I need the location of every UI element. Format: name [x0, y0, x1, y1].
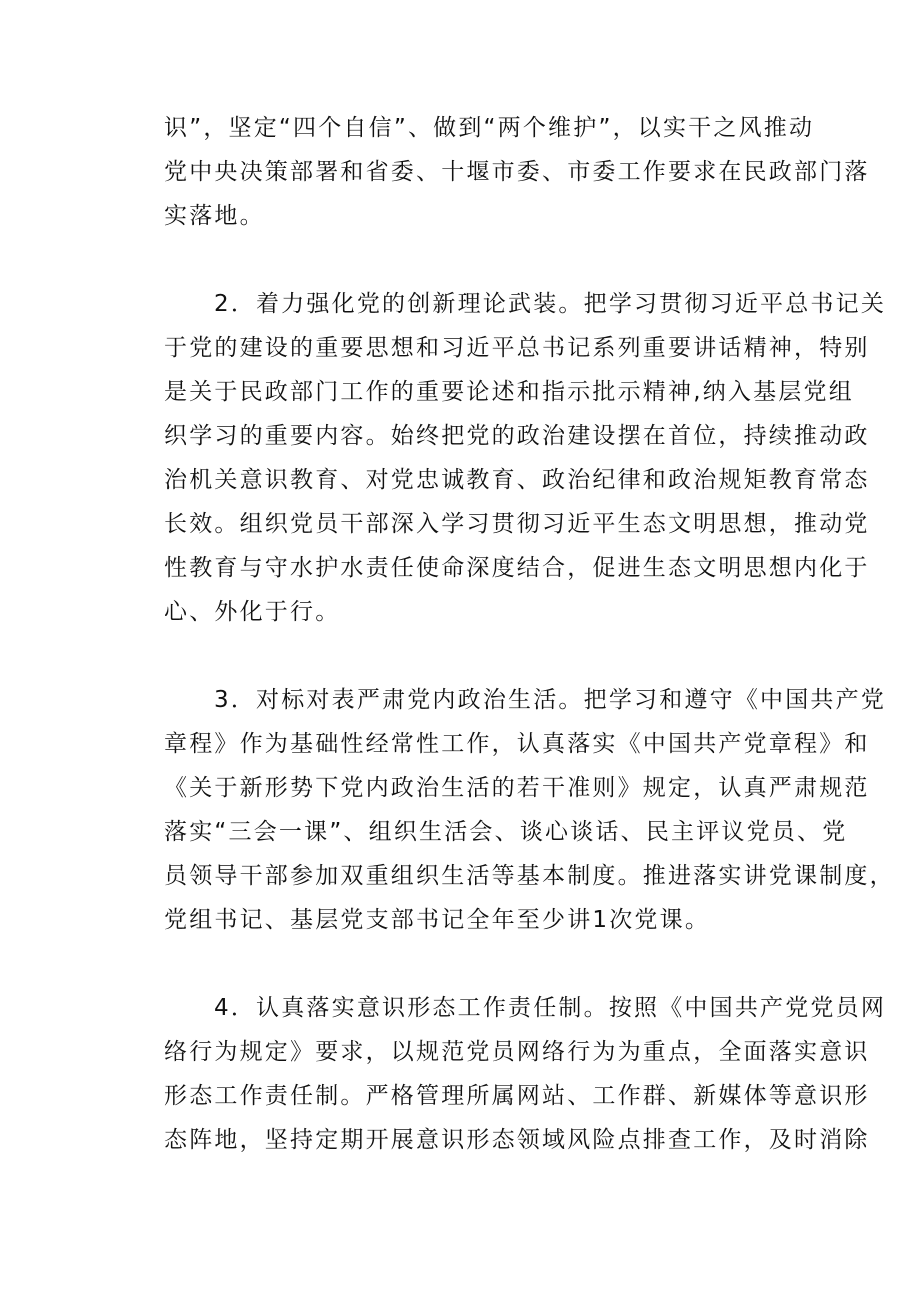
text-line: 党中央决策部署和省委、十堰市委、市委工作要求在民政部门落: [164, 159, 870, 185]
text-line: 落实“三会一课”、组织生活会、谈心谈话、民主评议党员、党: [164, 819, 848, 845]
text-line: 3．对标对表严肃党内政治生活。把学习和遵守《中国共产党: [214, 687, 887, 713]
text-line: 形态工作责任制。严格管理所属网站、工作群、新媒体等意识形: [164, 1083, 870, 1109]
text-line: 络行为规定》要求，以规范党员网络行为为重点，全面落实意识: [164, 1039, 870, 1065]
text-line: 2．着力强化党的创新理论武装。把学习贯彻习近平总书记关: [214, 291, 887, 317]
text-line: 于党的建设的重要思想和习近平总书记系列重要讲话精神，特别: [164, 335, 870, 361]
text-line: 《关于新形势下党内政治生活的若干准则》规定，认真严肃规范: [164, 775, 870, 801]
text-line: 4．认真落实意识形态工作责任制。按照《中国共产党党员网: [214, 995, 887, 1021]
text-line: 员领导干部参加双重组织生活等基本制度。推进落实讲党课制度，: [164, 863, 895, 889]
text-line: 性教育与守水护水责任使命深度结合，促进生态文明思想内化于: [164, 555, 870, 581]
text-line: 心、外化于行。: [164, 599, 341, 625]
paragraph-item-3: [164, 678, 895, 942]
paragraph-item-4: [164, 986, 887, 1162]
text-line: 实落地。: [164, 203, 265, 229]
text-line: 长效。组织党员干部深入学习贯彻习近平生态文明思想，推动党: [164, 511, 870, 537]
text-line: 态阵地，坚持定期开展意识形态领域风险点排查工作，及时消除: [164, 1127, 870, 1153]
text-line: 是关于民政部门工作的重要论述和指示批示精神,纳入基层党组: [164, 379, 854, 405]
text-line: 识”，坚定“四个自信”、做到“两个维护”，以实干之风推动: [164, 115, 815, 141]
text-line: 章程》作为基础性经常性工作，认真落实《中国共产党章程》和: [164, 731, 870, 757]
text-line: 党组书记、基层党支部书记全年至少讲1次党课。: [164, 907, 711, 933]
paragraph-continuation: [164, 106, 870, 238]
text-line: 治机关意识教育、对党忠诚教育、政治纪律和政治规矩教育常态: [164, 467, 870, 493]
paragraph-item-2: [164, 282, 887, 634]
document-body: [164, 106, 895, 1206]
text-line: 织学习的重要内容。始终把党的政治建设摆在首位，持续推动政: [164, 423, 870, 449]
